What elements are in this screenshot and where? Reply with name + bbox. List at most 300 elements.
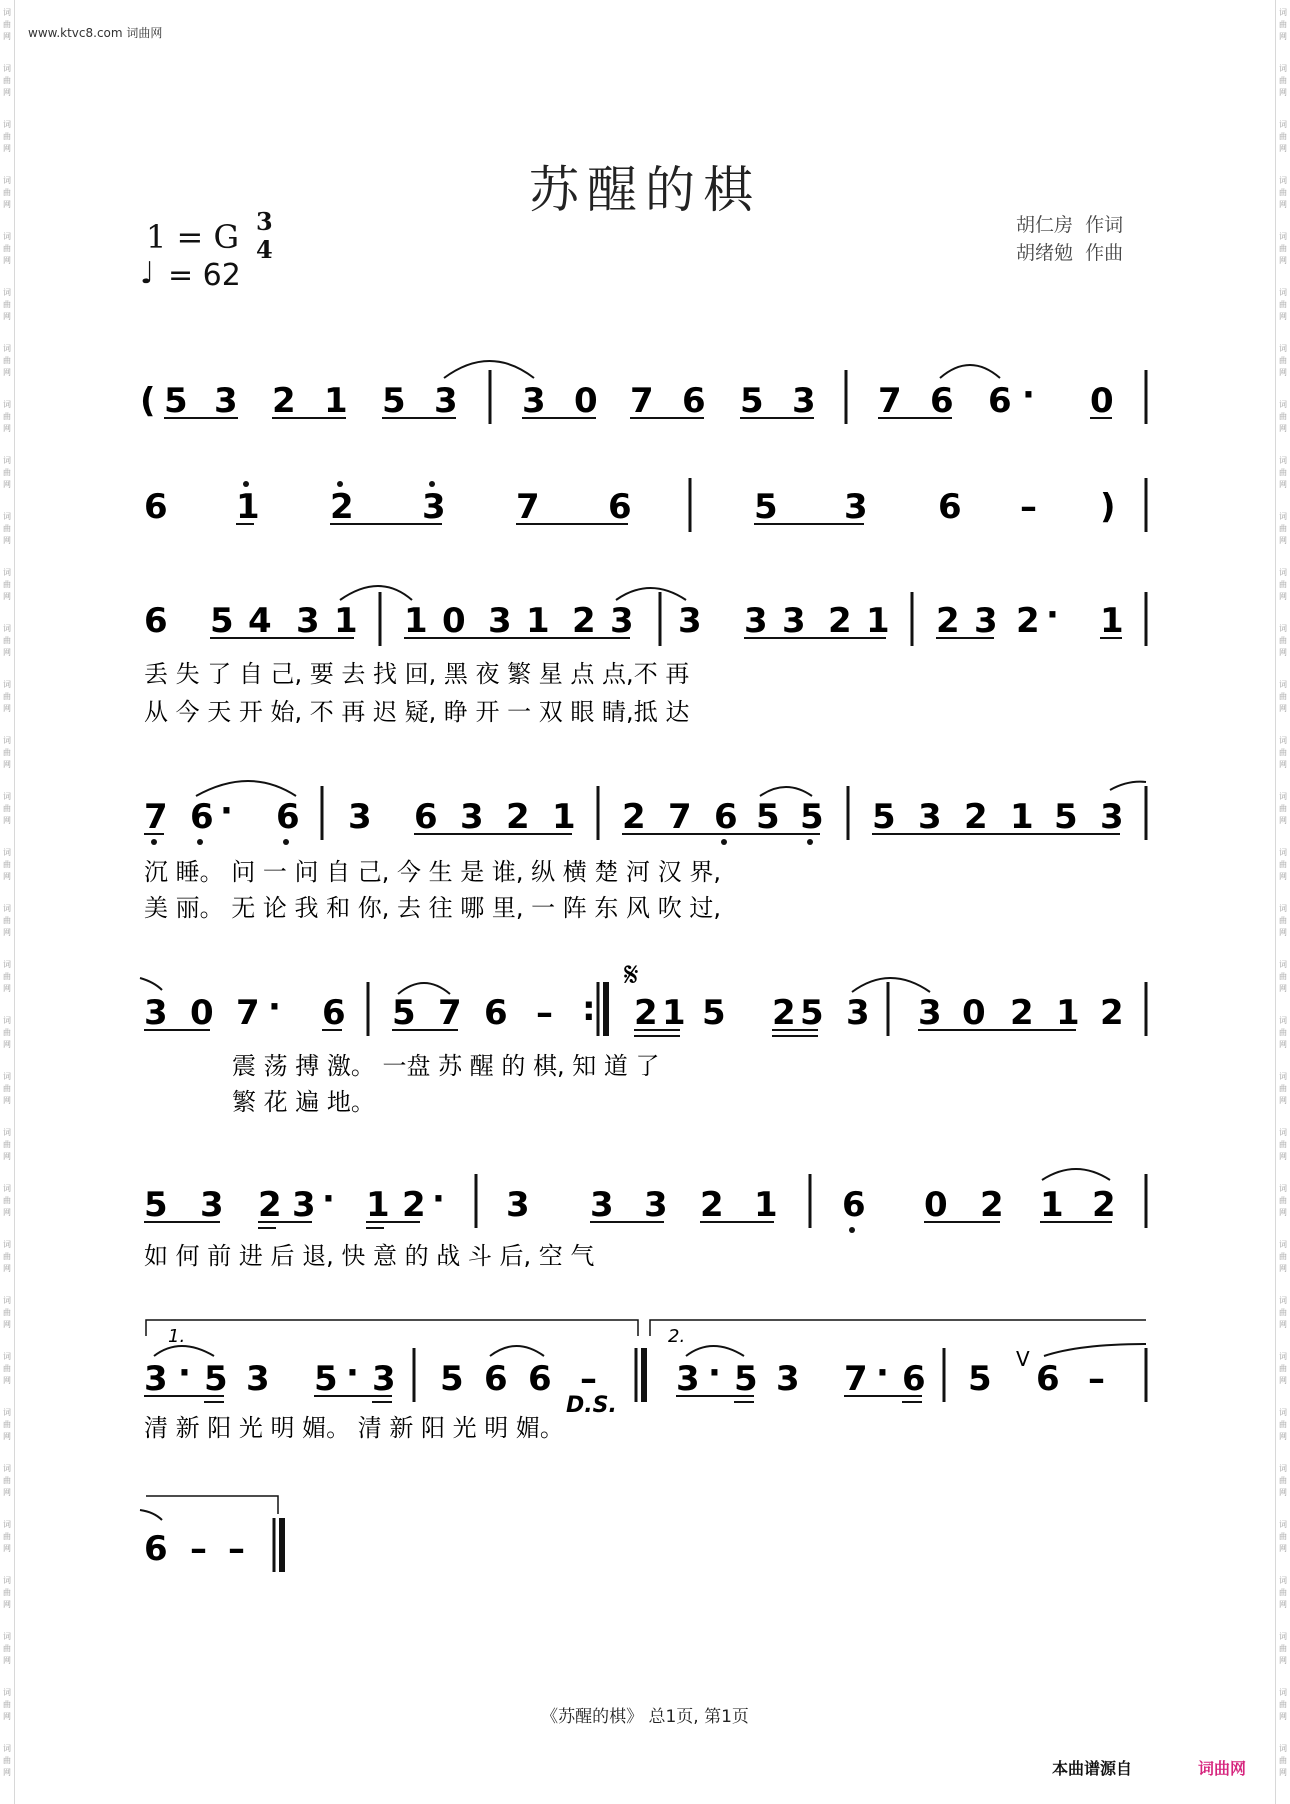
svg-text:3: 3 bbox=[144, 993, 168, 1033]
svg-text:6: 6 bbox=[528, 1359, 552, 1399]
svg-text:5: 5 bbox=[440, 1359, 464, 1399]
svg-text:2: 2 bbox=[1100, 993, 1124, 1033]
svg-text:5: 5 bbox=[164, 381, 188, 421]
source-label: 本曲谱源自 bbox=[1052, 1759, 1133, 1778]
watermark-char: 词 bbox=[3, 8, 11, 17]
watermark-char: 词 bbox=[3, 848, 11, 857]
watermark-char: 词 bbox=[1279, 344, 1287, 353]
svg-text:2: 2 bbox=[572, 601, 596, 641]
lyric-row-6-1: 如 何 前 进 后 退, 快 意 的 战 斗 后, 空 气 bbox=[144, 1242, 595, 1270]
svg-text:–: – bbox=[1088, 1359, 1105, 1399]
svg-text:1: 1 bbox=[754, 1185, 778, 1225]
watermark-char: 曲 bbox=[3, 1588, 11, 1597]
watermark-char: 网 bbox=[1279, 1544, 1287, 1553]
svg-text:0: 0 bbox=[1090, 381, 1114, 421]
watermark-char: 词 bbox=[3, 960, 11, 969]
watermark-char: 词 bbox=[3, 1408, 11, 1417]
svg-text:3: 3 bbox=[676, 1359, 700, 1399]
watermark-char: 网 bbox=[1279, 368, 1287, 377]
watermark-char: 曲 bbox=[3, 1084, 11, 1093]
watermark-char: 网 bbox=[3, 200, 11, 209]
svg-text:2: 2 bbox=[258, 1185, 282, 1225]
svg-text:7: 7 bbox=[516, 487, 540, 527]
watermark-char: 曲 bbox=[1279, 76, 1287, 85]
svg-text:·: · bbox=[346, 1353, 359, 1393]
watermark-char: 曲 bbox=[1279, 804, 1287, 813]
watermark-char: 网 bbox=[1279, 312, 1287, 321]
watermark-char: 网 bbox=[1279, 592, 1287, 601]
watermark-char: 曲 bbox=[3, 1532, 11, 1541]
svg-text:3: 3 bbox=[846, 993, 870, 1033]
watermark-char: 曲 bbox=[1279, 1084, 1287, 1093]
svg-text:3: 3 bbox=[488, 601, 512, 641]
svg-text:6: 6 bbox=[988, 381, 1012, 421]
watermark-char: 网 bbox=[3, 1264, 11, 1273]
svg-text:3: 3 bbox=[506, 1185, 530, 1225]
svg-text:5: 5 bbox=[382, 381, 406, 421]
svg-text:5: 5 bbox=[756, 797, 780, 837]
svg-text:–: – bbox=[190, 1529, 207, 1569]
svg-text:·: · bbox=[220, 791, 233, 831]
watermark-char: 网 bbox=[1279, 1600, 1287, 1609]
svg-text:3: 3 bbox=[434, 381, 458, 421]
svg-text::: : bbox=[582, 989, 596, 1029]
svg-text:1: 1 bbox=[236, 487, 260, 527]
watermark-char: 曲 bbox=[3, 1476, 11, 1485]
score-row-1 bbox=[140, 361, 1146, 424]
svg-text:6: 6 bbox=[608, 487, 632, 527]
watermark-char: 词 bbox=[3, 1576, 11, 1585]
svg-text:7: 7 bbox=[236, 993, 260, 1033]
lyric-row-4-2: 美 丽。 无 论 我 和 你, 去 往 哪 里, 一 阵 东 风 吹 过, bbox=[144, 894, 721, 922]
watermark-char: 网 bbox=[3, 1376, 11, 1385]
svg-text:0: 0 bbox=[442, 601, 466, 641]
watermark-char: 词 bbox=[3, 400, 11, 409]
watermark-char: 曲 bbox=[1279, 1756, 1287, 1765]
watermark-char: 词 bbox=[1279, 120, 1287, 129]
svg-text:1: 1 bbox=[1010, 797, 1034, 837]
watermark-char: 曲 bbox=[1279, 860, 1287, 869]
svg-text:5: 5 bbox=[968, 1359, 992, 1399]
watermark-char: 网 bbox=[3, 1096, 11, 1105]
watermark-char: 曲 bbox=[1279, 244, 1287, 253]
watermark-char: 曲 bbox=[3, 1196, 11, 1205]
svg-text:6: 6 bbox=[682, 381, 706, 421]
watermark-char: 网 bbox=[3, 88, 11, 97]
svg-text:6: 6 bbox=[938, 487, 962, 527]
watermark-char: 曲 bbox=[3, 300, 11, 309]
watermark-char: 网 bbox=[1279, 424, 1287, 433]
svg-text:2: 2 bbox=[1016, 601, 1040, 641]
watermark-char: 曲 bbox=[1279, 692, 1287, 701]
svg-text:0: 0 bbox=[574, 381, 598, 421]
watermark-char: 词 bbox=[1279, 680, 1287, 689]
watermark-char: 曲 bbox=[1279, 1028, 1287, 1037]
watermark-char: 曲 bbox=[1279, 580, 1287, 589]
watermark-char: 词 bbox=[1279, 624, 1287, 633]
watermark-char: 网 bbox=[3, 1432, 11, 1441]
watermark-char: 词 bbox=[1279, 792, 1287, 801]
watermark-char: 网 bbox=[3, 480, 11, 489]
watermark-char: 词 bbox=[1279, 1464, 1287, 1473]
svg-text:0: 0 bbox=[962, 993, 986, 1033]
watermark-char: 词 bbox=[1279, 1128, 1287, 1137]
watermark-char: 网 bbox=[3, 984, 11, 993]
svg-text:–: – bbox=[536, 993, 553, 1033]
watermark-char: 网 bbox=[1279, 816, 1287, 825]
watermark-char: 词 bbox=[3, 1184, 11, 1193]
svg-text:3: 3 bbox=[200, 1185, 224, 1225]
svg-text:2: 2 bbox=[330, 487, 354, 527]
svg-text:1: 1 bbox=[866, 601, 890, 641]
watermark-char: 曲 bbox=[1279, 636, 1287, 645]
watermark-char: 词 bbox=[3, 1352, 11, 1361]
watermark-char: 网 bbox=[1279, 1488, 1287, 1497]
watermark-char: 曲 bbox=[1279, 412, 1287, 421]
watermark-char: 网 bbox=[3, 648, 11, 657]
svg-text:2: 2 bbox=[506, 797, 530, 837]
watermark-char: 词 bbox=[1279, 232, 1287, 241]
watermark-char: 网 bbox=[1279, 1208, 1287, 1217]
watermark-char: 曲 bbox=[1279, 1588, 1287, 1597]
svg-text:0: 0 bbox=[190, 993, 214, 1033]
watermark-char: 词 bbox=[1279, 64, 1287, 73]
breath-mark: V bbox=[1016, 1347, 1030, 1371]
watermark-char: 词 bbox=[3, 1240, 11, 1249]
svg-text:3: 3 bbox=[422, 487, 446, 527]
watermark-char: 曲 bbox=[3, 188, 11, 197]
svg-text:5: 5 bbox=[800, 993, 824, 1033]
watermark-char: 曲 bbox=[1279, 468, 1287, 477]
watermark-char: 曲 bbox=[3, 412, 11, 421]
svg-text:5: 5 bbox=[800, 797, 824, 837]
svg-text:·: · bbox=[178, 1353, 191, 1393]
svg-text:2: 2 bbox=[272, 381, 296, 421]
svg-text:3: 3 bbox=[974, 601, 998, 641]
svg-text:3: 3 bbox=[792, 381, 816, 421]
svg-text:4: 4 bbox=[248, 601, 272, 641]
watermark-char: 词 bbox=[1279, 736, 1287, 745]
volta-2: 2. bbox=[668, 1326, 686, 1347]
watermark-char: 词 bbox=[1279, 960, 1287, 969]
svg-text:5: 5 bbox=[210, 601, 234, 641]
svg-text:1: 1 bbox=[366, 1185, 390, 1225]
watermark-char: 曲 bbox=[1279, 916, 1287, 925]
score-row-7 bbox=[144, 1320, 1146, 1442]
svg-text:3: 3 bbox=[678, 601, 702, 641]
svg-text:3: 3 bbox=[144, 1359, 168, 1399]
svg-text:7: 7 bbox=[144, 797, 168, 837]
score-row-5 bbox=[140, 955, 1146, 1116]
watermark-char: 词 bbox=[3, 1296, 11, 1305]
watermark-char: 网 bbox=[1279, 872, 1287, 881]
svg-text:3: 3 bbox=[590, 1185, 614, 1225]
svg-text:5: 5 bbox=[872, 797, 896, 837]
svg-text:5: 5 bbox=[392, 993, 416, 1033]
watermark-char: 网 bbox=[1279, 760, 1287, 769]
svg-text:3: 3 bbox=[1100, 797, 1124, 837]
watermark-char: 网 bbox=[1279, 984, 1287, 993]
svg-text:7: 7 bbox=[438, 993, 462, 1033]
svg-text:3: 3 bbox=[460, 797, 484, 837]
watermark-char: 网 bbox=[3, 760, 11, 769]
watermark-char: 网 bbox=[1279, 1264, 1287, 1273]
watermark-char: 词 bbox=[1279, 1576, 1287, 1585]
lyric-row-5-1: 震 荡 搏 激。 一盘 苏 醒 的 棋, 知 道 了 bbox=[232, 1052, 660, 1080]
svg-text:3: 3 bbox=[782, 601, 806, 641]
watermark-char: 曲 bbox=[1279, 972, 1287, 981]
watermark-char: 曲 bbox=[3, 636, 11, 645]
watermark-char: 词 bbox=[3, 904, 11, 913]
svg-text:6: 6 bbox=[1036, 1359, 1060, 1399]
tempo-marking: = 62 bbox=[168, 258, 241, 293]
watermark-char: 网 bbox=[1279, 32, 1287, 41]
watermark-char: 词 bbox=[3, 288, 11, 297]
watermark-char: 词 bbox=[3, 456, 11, 465]
watermark-char: 曲 bbox=[1279, 1476, 1287, 1485]
svg-text:–: – bbox=[580, 1359, 597, 1399]
svg-text:6: 6 bbox=[930, 381, 954, 421]
watermark-char: 词 bbox=[1279, 1744, 1287, 1753]
watermark-char: 词 bbox=[1279, 1688, 1287, 1697]
svg-text:2: 2 bbox=[980, 1185, 1004, 1225]
watermark-char: 网 bbox=[3, 312, 11, 321]
watermark-char: 曲 bbox=[3, 524, 11, 533]
svg-text:2: 2 bbox=[1010, 993, 1034, 1033]
watermark-char: 词 bbox=[1279, 1408, 1287, 1417]
watermark-char: 网 bbox=[1279, 256, 1287, 265]
svg-text:0: 0 bbox=[924, 1185, 948, 1225]
watermark-char: 曲 bbox=[3, 468, 11, 477]
watermark-char: 词 bbox=[3, 1464, 11, 1473]
watermark-char: 词 bbox=[1279, 1016, 1287, 1025]
svg-text:3: 3 bbox=[214, 381, 238, 421]
svg-text:(: ( bbox=[140, 381, 156, 421]
svg-text:2: 2 bbox=[622, 797, 646, 837]
watermark-char: 词 bbox=[1279, 288, 1287, 297]
watermark-char: 网 bbox=[3, 1320, 11, 1329]
site-url: www.ktvc8.com 词曲网 bbox=[28, 26, 163, 40]
key-signature: 1 = G bbox=[146, 218, 240, 256]
watermark-char: 曲 bbox=[1279, 1252, 1287, 1261]
watermark-char: 词 bbox=[3, 1688, 11, 1697]
svg-text:3: 3 bbox=[918, 993, 942, 1033]
watermark-char: 网 bbox=[3, 1712, 11, 1721]
watermark-char: 曲 bbox=[3, 972, 11, 981]
watermark-char: 网 bbox=[1279, 88, 1287, 97]
watermark-char: 网 bbox=[1279, 200, 1287, 209]
watermark-char: 曲 bbox=[3, 1644, 11, 1653]
composer-credit: 胡绪勉 作曲 bbox=[1016, 242, 1124, 264]
score-row-3 bbox=[144, 586, 1146, 726]
svg-text:5: 5 bbox=[144, 1185, 168, 1225]
watermark-char: 词 bbox=[3, 792, 11, 801]
svg-text:5: 5 bbox=[702, 993, 726, 1033]
watermark-char: 网 bbox=[3, 1768, 11, 1777]
svg-text:3: 3 bbox=[744, 601, 768, 641]
svg-text:·: · bbox=[1022, 375, 1035, 415]
watermark-char: 网 bbox=[3, 1544, 11, 1553]
time-signature-top: 3 bbox=[256, 207, 273, 236]
svg-text:·: · bbox=[1046, 595, 1059, 635]
watermark-char: 网 bbox=[1279, 1432, 1287, 1441]
svg-text:1: 1 bbox=[334, 601, 358, 641]
svg-text:7: 7 bbox=[878, 381, 902, 421]
svg-text:6: 6 bbox=[842, 1185, 866, 1225]
svg-text:5: 5 bbox=[734, 1359, 758, 1399]
watermark-char: 网 bbox=[1279, 648, 1287, 657]
watermark-char: 词 bbox=[1279, 1072, 1287, 1081]
watermark-char: 网 bbox=[1279, 1376, 1287, 1385]
watermark-char: 网 bbox=[3, 1208, 11, 1217]
watermark-char: 曲 bbox=[1279, 1308, 1287, 1317]
watermark-char: 词 bbox=[3, 1128, 11, 1137]
brand-logo[interactable]: 词曲网 bbox=[1198, 1759, 1247, 1778]
watermark-char: 网 bbox=[3, 1488, 11, 1497]
watermark-char: 网 bbox=[1279, 1712, 1287, 1721]
watermark-char: 词 bbox=[3, 624, 11, 633]
watermark-char: 曲 bbox=[3, 132, 11, 141]
svg-text:2: 2 bbox=[964, 797, 988, 837]
svg-text:1: 1 bbox=[324, 381, 348, 421]
watermark-char: 曲 bbox=[3, 244, 11, 253]
watermark-char: 曲 bbox=[1279, 188, 1287, 197]
svg-text:3: 3 bbox=[644, 1185, 668, 1225]
watermark-char: 网 bbox=[3, 1656, 11, 1665]
watermark-char: 词 bbox=[3, 1016, 11, 1025]
watermark-char: 曲 bbox=[3, 860, 11, 869]
svg-text:·: · bbox=[708, 1353, 721, 1393]
svg-text:1: 1 bbox=[1040, 1185, 1064, 1225]
watermark-char: 曲 bbox=[3, 580, 11, 589]
watermark-char: 词 bbox=[3, 680, 11, 689]
svg-text:6: 6 bbox=[144, 487, 168, 527]
svg-text:): ) bbox=[1100, 487, 1116, 527]
watermark-char: 曲 bbox=[3, 1364, 11, 1373]
watermark-char: 曲 bbox=[3, 1028, 11, 1037]
watermark-char: 网 bbox=[3, 1152, 11, 1161]
watermark-char: 曲 bbox=[3, 916, 11, 925]
watermark-char: 网 bbox=[3, 1040, 11, 1049]
watermark-char: 网 bbox=[3, 592, 11, 601]
svg-text:2: 2 bbox=[402, 1185, 426, 1225]
watermark-char: 词 bbox=[3, 176, 11, 185]
lyricist-credit: 胡仁房 作词 bbox=[1016, 214, 1124, 236]
svg-text:5: 5 bbox=[754, 487, 778, 527]
watermark-char: 词 bbox=[3, 344, 11, 353]
svg-text:1: 1 bbox=[404, 601, 428, 641]
svg-text:3: 3 bbox=[246, 1359, 270, 1399]
watermark-char: 网 bbox=[3, 144, 11, 153]
watermark-char: 网 bbox=[1279, 480, 1287, 489]
segno-sign: 𝄋 bbox=[624, 955, 639, 995]
svg-text:6: 6 bbox=[902, 1359, 926, 1399]
watermark-char: 词 bbox=[3, 232, 11, 241]
page-footer: 《苏醒的棋》 总1页, 第1页 bbox=[541, 1707, 749, 1727]
watermark-char: 网 bbox=[1279, 1096, 1287, 1105]
watermark-char: 曲 bbox=[3, 356, 11, 365]
lyric-row-4-1: 沉 睡。 问 一 问 自 己, 今 生 是 谁, 纵 横 楚 河 汉 界, bbox=[144, 858, 721, 886]
watermark-char: 词 bbox=[1279, 1240, 1287, 1249]
watermark-char: 曲 bbox=[3, 692, 11, 701]
svg-text:2: 2 bbox=[700, 1185, 724, 1225]
lyric-row-7-1: 清 新 阳 光 明 媚。 清 新 阳 光 明 媚。 bbox=[144, 1414, 564, 1442]
watermark-char: 曲 bbox=[1279, 20, 1287, 29]
watermark-char: 网 bbox=[3, 424, 11, 433]
svg-text:5: 5 bbox=[314, 1359, 338, 1399]
svg-text:6: 6 bbox=[322, 993, 346, 1033]
watermark-char: 曲 bbox=[1279, 1364, 1287, 1373]
svg-text:1: 1 bbox=[662, 993, 686, 1033]
svg-text:2: 2 bbox=[634, 993, 658, 1033]
svg-text:7: 7 bbox=[844, 1359, 868, 1399]
watermark-char: 曲 bbox=[3, 1252, 11, 1261]
watermark-char: 曲 bbox=[3, 1420, 11, 1429]
svg-text:·: · bbox=[432, 1179, 445, 1219]
watermark-char: 曲 bbox=[3, 76, 11, 85]
watermark-char: 词 bbox=[3, 1632, 11, 1641]
ds-marking: D.S. bbox=[566, 1393, 617, 1418]
svg-text:6: 6 bbox=[414, 797, 438, 837]
watermark-char: 词 bbox=[3, 736, 11, 745]
volta-1: 1. bbox=[168, 1326, 186, 1347]
svg-text:·: · bbox=[876, 1353, 889, 1393]
watermark-char: 词 bbox=[3, 1520, 11, 1529]
watermark-char: 曲 bbox=[1279, 356, 1287, 365]
watermark-char: 网 bbox=[1279, 1656, 1287, 1665]
watermark-char: 词 bbox=[1279, 456, 1287, 465]
lyric-row-5-2: 繁 花 遍 地。 bbox=[232, 1088, 375, 1116]
watermark-char: 网 bbox=[3, 704, 11, 713]
svg-text:1: 1 bbox=[1100, 601, 1124, 641]
watermark-char: 网 bbox=[1279, 536, 1287, 545]
svg-text:3: 3 bbox=[776, 1359, 800, 1399]
svg-text:7: 7 bbox=[668, 797, 692, 837]
watermark-char: 网 bbox=[3, 256, 11, 265]
watermark-char: 词 bbox=[3, 1744, 11, 1753]
watermark-char: 词 bbox=[3, 512, 11, 521]
watermark-char: 词 bbox=[3, 120, 11, 129]
svg-text:3: 3 bbox=[348, 797, 372, 837]
watermark-char: 词 bbox=[3, 568, 11, 577]
watermark-char: 网 bbox=[3, 872, 11, 881]
svg-text:7: 7 bbox=[630, 381, 654, 421]
svg-text:6: 6 bbox=[714, 797, 738, 837]
svg-text:3: 3 bbox=[918, 797, 942, 837]
svg-text:6: 6 bbox=[276, 797, 300, 837]
page-title: 苏醒的棋 bbox=[529, 161, 761, 219]
svg-text:6: 6 bbox=[484, 1359, 508, 1399]
watermark-char: 词 bbox=[1279, 848, 1287, 857]
svg-text:5: 5 bbox=[204, 1359, 228, 1399]
svg-text:3: 3 bbox=[296, 601, 320, 641]
watermark-char: 曲 bbox=[1279, 132, 1287, 141]
watermark-char: 网 bbox=[1279, 144, 1287, 153]
watermark-char: 曲 bbox=[1279, 1532, 1287, 1541]
lyric-row-3-2: 从 今 天 开 始, 不 再 迟 疑, 睁 开 一 双 眼 睛,抵 达 bbox=[144, 698, 690, 726]
svg-text:3: 3 bbox=[372, 1359, 396, 1399]
watermark-char: 网 bbox=[1279, 1320, 1287, 1329]
watermark-char: 词 bbox=[3, 64, 11, 73]
watermark-char: 网 bbox=[1279, 1152, 1287, 1161]
svg-text:2: 2 bbox=[936, 601, 960, 641]
watermark-char: 曲 bbox=[1279, 300, 1287, 309]
svg-text:·: · bbox=[268, 987, 281, 1027]
svg-text:6: 6 bbox=[144, 1529, 168, 1569]
watermark-char: 词 bbox=[1279, 1520, 1287, 1529]
watermark-char: 网 bbox=[1279, 1040, 1287, 1049]
watermark-char: 网 bbox=[3, 928, 11, 937]
